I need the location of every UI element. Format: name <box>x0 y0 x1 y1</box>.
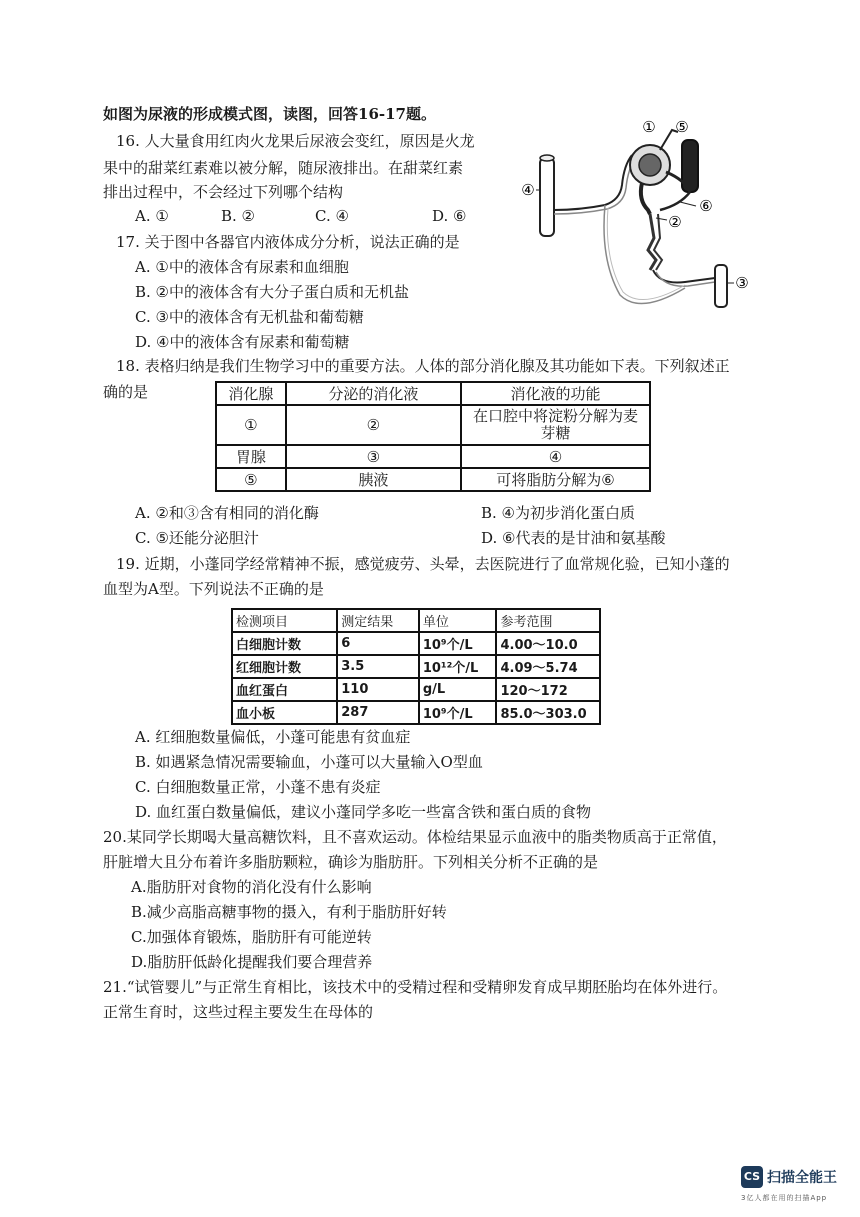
table-cell: 血红蛋白 <box>232 678 337 701</box>
label-5: ⑤ <box>675 118 689 136</box>
table-cell: 血小板 <box>232 701 337 724</box>
table-header: 消化腺 <box>216 382 286 405</box>
q18-stem-line-2: 确的是 <box>103 383 149 401</box>
label-4: ④ <box>521 181 535 199</box>
table-cell: ⑤ <box>216 468 286 491</box>
label-2: ② <box>668 213 682 231</box>
q21-stem-line-1: 21.“试管婴儿”与正常生育相比，该技术中的受精过程和受精卵发育成早期胚胎均在体外进行。 <box>103 978 728 996</box>
table-cell: 6 <box>337 632 419 655</box>
table-cell: 胰液 <box>286 468 461 491</box>
table-cell: 120～172 <box>496 678 600 701</box>
table-cell: 胃腺 <box>216 445 286 468</box>
table-cell: 85.0～303.0 <box>496 701 600 724</box>
q18-stem-line-1: 18. 表格归纳是我们生物学习中的重要方法。人体的部分消化腺及其功能如下表。下列叙述正 <box>116 357 730 375</box>
table-cell: 10⁹个/L <box>419 701 497 724</box>
blood-test-table <box>231 608 601 725</box>
q16-stem-line-3: 排出过程中，不会经过下列哪个结构 <box>103 183 344 201</box>
camscanner-brand: 扫描全能王 <box>767 1170 837 1186</box>
q18-option-a[interactable]: A. ②和③含有相同的消化酶 <box>135 504 319 522</box>
q17-option-b[interactable]: B. ②中的液体含有大分子蛋白质和无机盐 <box>135 283 410 301</box>
table-cell: 287 <box>337 701 419 724</box>
q17-option-c[interactable]: C. ③中的液体含有无机盐和葡萄糖 <box>135 308 364 326</box>
camscanner-tagline: 3亿人都在用的扫描App <box>741 1194 828 1202</box>
table-cell: ② <box>286 405 461 445</box>
q19-option-a[interactable]: A. 红细胞数量偏低，小蓬可能患有贫血症 <box>135 728 411 746</box>
q20-stem-line-1: 20.某同学长期喝大量高糖饮料，且不喜欢运动。体检结果显示血液中的脂类物质高于正常值， <box>103 828 727 846</box>
q19-option-c[interactable]: C. 白细胞数量正常，小蓬不患有炎症 <box>135 778 381 796</box>
table-header: 测定结果 <box>337 609 419 632</box>
glomerulus <box>639 154 661 176</box>
table-header: 检测项目 <box>232 609 337 632</box>
q20-option-b[interactable]: B.减少高脂高糖事物的摄入，有利于脂肪肝好转 <box>131 903 447 921</box>
table-cell: g/L <box>419 678 497 701</box>
table-cell: 4.09～5.74 <box>496 655 600 678</box>
q19-stem-line-1: 19. 近期，小蓬同学经常精神不振，感觉疲劳、头晕，去医院进行了血常规化验，已知小蓬的 <box>116 555 730 573</box>
q16-stem-line-2: 果中的甜菜红素难以被分解，随尿液排出。在甜菜红素 <box>103 159 464 177</box>
table-cell: ① <box>216 405 286 445</box>
q20-option-d[interactable]: D.脂肪肝低龄化提醒我们要合理营养 <box>131 953 373 971</box>
collecting-tube <box>715 265 727 307</box>
q17-option-d[interactable]: D. ④中的液体含有尿素和葡萄糖 <box>135 333 350 351</box>
q16-stem-line-1: 16. 人大量食用红肉火龙果后尿液会变红，原因是火龙 <box>116 132 475 150</box>
table-header: 分泌的消化液 <box>286 382 461 405</box>
q18-option-b[interactable]: B. ④为初步消化蛋白质 <box>481 504 636 522</box>
renal-vein-tube <box>540 158 554 236</box>
q19-option-d[interactable]: D. 血红蛋白数量偏低，建议小蓬同学多吃一些富含铁和蛋白质的食物 <box>135 803 592 821</box>
table-cell: 可将脂肪分解为⑥ <box>461 468 650 491</box>
table-cell: 在口腔中将淀粉分解为麦芽糖 <box>461 405 650 445</box>
table-header: 消化液的功能 <box>461 382 650 405</box>
q16-option-d[interactable]: D. ⑥ <box>432 207 467 225</box>
q16-option-a[interactable]: A. ① <box>135 207 169 225</box>
table-cell: 3.5 <box>337 655 419 678</box>
q21-stem-line-2: 正常生育时，这些过程主要发生在母体的 <box>103 1003 374 1021</box>
table-cell: 4.00～10.0 <box>496 632 600 655</box>
table-cell: 110 <box>337 678 419 701</box>
table-cell: ④ <box>461 445 650 468</box>
label-1: ① <box>642 118 656 136</box>
camscanner-logo: CS <box>741 1166 763 1188</box>
q19-stem-line-2: 血型为A型。下列说法不正确的是 <box>103 580 324 598</box>
q20-stem-line-2: 肝脏增大且分布着许多脂肪颗粒，确诊为脂肪肝。下列相关分析不正确的是 <box>103 853 599 871</box>
q17-stem: 17. 关于图中各器官内液体成分分析，说法正确的是 <box>116 233 460 251</box>
intro-text: 如图为尿液的形成模式图，读图，回答16-17题。 <box>103 105 436 123</box>
digestive-gland-table <box>215 381 651 492</box>
q20-option-a[interactable]: A.脂肪肝对食物的消化没有什么影响 <box>131 878 372 896</box>
table-header: 单位 <box>419 609 497 632</box>
table-cell: 10¹²个/L <box>419 655 497 678</box>
q18-option-c[interactable]: C. ⑤还能分泌胆汁 <box>135 529 259 547</box>
label-3: ③ <box>735 274 749 292</box>
q19-option-b[interactable]: B. 如遇紧急情况需要输血，小蓬可以大量输入O型血 <box>135 753 483 771</box>
q16-option-c[interactable]: C. ④ <box>315 207 349 225</box>
table-cell: 红细胞计数 <box>232 655 337 678</box>
table-header: 参考范围 <box>496 609 600 632</box>
table-cell: 10⁹个/L <box>419 632 497 655</box>
nephron-diagram <box>510 110 770 325</box>
q16-option-b[interactable]: B. ② <box>221 207 256 225</box>
table-cell: 白细胞计数 <box>232 632 337 655</box>
label-6: ⑥ <box>699 197 713 215</box>
q18-option-d[interactable]: D. ⑥代表的是甘油和氨基酸 <box>481 529 666 547</box>
q17-option-a[interactable]: A. ①中的液体含有尿素和血细胞 <box>135 258 349 276</box>
table-cell: ③ <box>286 445 461 468</box>
q20-option-c[interactable]: C.加强体育锻炼，脂肪肝有可能逆转 <box>131 928 372 946</box>
